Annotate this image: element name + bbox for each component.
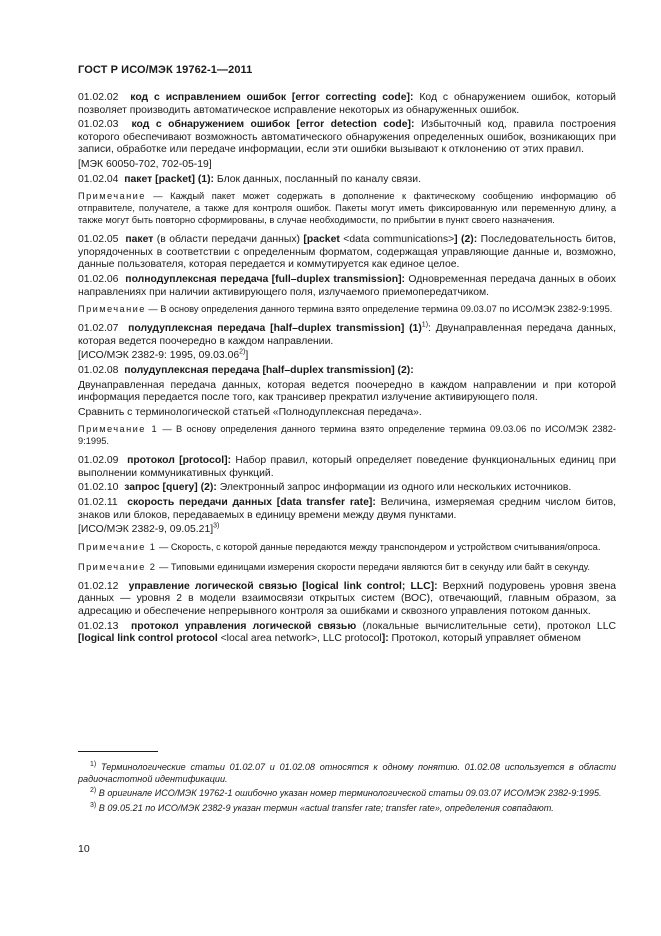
term: запрос [query] (2):	[124, 482, 217, 494]
entry-01-02-07: 01.02.07 полудуплексная передача [half–duplex transmission] $(1)^{1)}$: Двунаправленная передача данных, которая ведется поочередно в каждом направлении.	[78, 321, 616, 347]
term: пакет [packet] (1):	[124, 173, 214, 185]
footnote-1: $^{1)}$ Терминологические статьи 01.02.07 и 01.02.08 относятся к одному понятию. 01.02.08 используется в области радиочастотной идентификации.	[78, 760, 616, 785]
term: код с исправлением ошибок [error correcting code]:	[130, 92, 414, 103]
entry-01-02-10: 01.02.10 запрос [query] (2): Электронный запрос информации из одного или нескольких источников.	[78, 482, 572, 494]
term: протокол [protocol]:	[127, 455, 232, 467]
note: Примечание — Каждый пакет может содержать в дополнение к фактическому сообщению информацию об отправителе, получателе, а также для контроля ошибок. Пакеты могут иметь фиксированную или переменную длину, а также могут быть повторно сформированы, в случае необходимости, по прибытии в пункт своего назначения.	[78, 191, 616, 226]
term: полудуплексная передача [half–duplex transmission] (2):	[124, 364, 414, 376]
entry-01-02-08-definition: Двунаправленная передача данных, которая ведется поочередно в каждом направлении и при которой информация передается после того, как трансивер прекратил излучение активирующего поля.	[78, 379, 616, 404]
entry-01-02-06: 01.02.06 полнодуплексная передача [full–duplex transmission]: Одновременная передача данных в обоих направлениях при наличии активирующего поля, излучаемого приемопередатчиком.	[78, 273, 616, 298]
running-header: ГОСТ Р ИСО/МЭК 19762-1—2011	[78, 64, 253, 76]
entry-01-02-09: 01.02.09 протокол [protocol]: Набор правил, который определяет поведение функциональных единиц при выполнении коммуникативных функций.	[78, 455, 616, 479]
footnotes	[78, 761, 616, 816]
footnote-3: $^{3)}$ В 09.05.21 по ИСО/МЭК 2382-9 указан термин «actual transfer rate; transfer rate», определения совпадают.	[90, 801, 554, 813]
document-body	[78, 92, 616, 648]
term: код с обнаружением ошибок [error detection code]:	[131, 119, 415, 131]
footnote-2: $^{2)}$ В оригинале ИСО/МЭК 19762-1 ошибочно указан номер терминологической статьи 09.03.07 ИСО/МЭК 2382-9:1995.	[90, 787, 602, 799]
note: Примечание — В основу определения данного термина взято определение термина 09.03.07 по ИСО/МЭК 2382-9:1995.	[78, 304, 613, 315]
note-2: Примечание 2 — Типовыми единицами измерения скорости передачи являются бит в секунду или байт в секунду.	[78, 561, 590, 572]
term: скорость передачи данных [data transfer rate]:	[127, 497, 376, 509]
term: полудуплексная передача [half–duplex transmission] (1)	[128, 323, 422, 335]
page-number: 10	[78, 843, 90, 855]
note: Примечание 1 — В основу определения данного термина взято определение термина 09.03.06 по ИСО/МЭК 2382-9:1995.	[78, 424, 616, 447]
entry-01-02-03: 01.02.03 код с обнаружением ошибок [error detection code]: Избыточный код, правила построения которого обеспечивают возможность автоматического обнаружения определенных ошибок, возникающих при записи, обработке или передаче информации, если эти ошибки вызывают к отклонению от этих правил.	[78, 119, 616, 156]
footnote-mark: 1)	[421, 321, 429, 329]
footnote-separator	[78, 751, 158, 752]
entry-01-02-12: 01.02.12 управление логической связью [logical link control; LLC]: Верхний подуровень уровня звена данных — уровня 2 в модели взаимосвязи открытых систем (ВОС), отвечающий, главным образом, за адресацию и обеспечение непрерывного контроля за ошибками и сквозного управления потоком данных.	[78, 580, 617, 618]
note-1: Примечание 1 — Скорость, с которой данные передаются между транспондером и устройством считывания/опроса.	[78, 541, 601, 552]
term: управление логической связью [logical link control; LLC]:	[128, 580, 438, 592]
source-reference: [МЭК 60050-702, 702-05-19]	[78, 158, 212, 170]
source-reference: [ИСО/МЭК 2382-9, 09.05.21]$^{3)}$	[78, 522, 220, 536]
cross-reference: Сравнить с терминологической статьей «Полнодуплексная передача».	[78, 406, 422, 418]
entry-01-02-13: 01.02.13 протокол управления логической связью (локальные вычислительные сети), протокол LLC [logical link control protocol <local area network>, LLC protocol]: Протокол, который управляет обменом	[78, 620, 616, 645]
entry-01-02-04: 01.02.04 пакет [packet] (1): Блок данных, посланный по каналу связи.	[78, 173, 422, 185]
source-reference: [ИСО/МЭК 2382-9: 1995, 09.03.06$^{2)}$]	[78, 348, 249, 362]
entry-01-02-11: 01.02.11 скорость передачи данных [data transfer rate]: Величина, измеряемая средним числом битов, знаков или блоков, передаваемых в единицу времени между двумя пунктами.	[78, 497, 616, 521]
entry-01-02-02: 01.02.02 код с исправлением ошибок [error correcting code]: Код с обнаружением ошибок, который позволяет производить автоматическое исправление некоторых из обнаруженных ошибок.	[78, 92, 616, 116]
entry-01-02-05: 01.02.05 пакет (в области передачи данных) [packet <data communications>] (2): Последовательность битов, упорядоченных в соответствии с определенным форматом, содержащая управляющие данные и, возможно, данные пользователя, которая передается и коммутируется как единое целое.	[78, 234, 616, 271]
entry-01-02-08: 01.02.08 полудуплексная передача [half–duplex transmission] (2):	[78, 364, 414, 376]
term: полнодуплексная передача [full–duplex transmission]:	[125, 273, 405, 285]
